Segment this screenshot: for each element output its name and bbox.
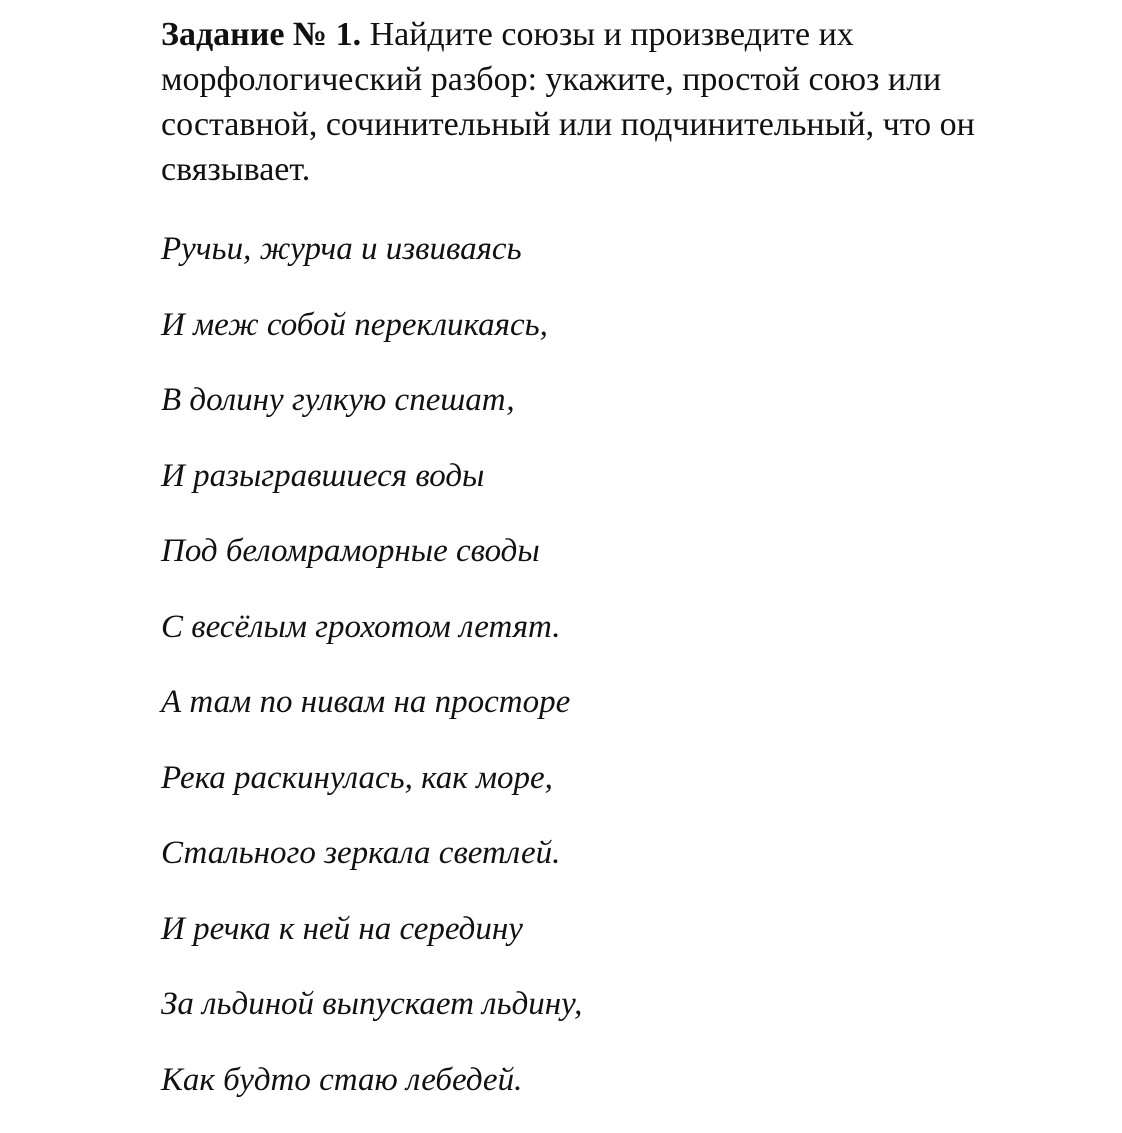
poem-line: И меж собой перекликаясь, <box>161 303 1061 379</box>
poem-line: Как будто стаю лебедей. <box>161 1058 1061 1133</box>
task-instruction <box>161 12 1061 192</box>
poem-line: Стального зеркала светлей. <box>161 831 1061 907</box>
poem-line: И разыгравшиеся воды <box>161 454 1061 530</box>
task-text: Найдите союзы и произведите их морфологический разбор: укажите, простой союз или составной, сочинительный или подчинительный, что он связывает. <box>161 16 975 188</box>
poem <box>161 227 1061 1133</box>
poem-line: За льдиной выпускает льдину, <box>161 982 1061 1058</box>
poem-line: Ручьи, журча и извиваясь <box>161 227 1061 303</box>
poem-line: С весёлым грохотом летят. <box>161 605 1061 681</box>
poem-line: Под беломраморные своды <box>161 529 1061 605</box>
poem-line: Река раскинулась, как море, <box>161 756 1061 832</box>
poem-line: В долину гулкую спешат, <box>161 378 1061 454</box>
task-label: Задание № 1. <box>161 16 361 53</box>
poem-line: И речка к ней на середину <box>161 907 1061 983</box>
poem-line: А там по нивам на просторе <box>161 680 1061 756</box>
